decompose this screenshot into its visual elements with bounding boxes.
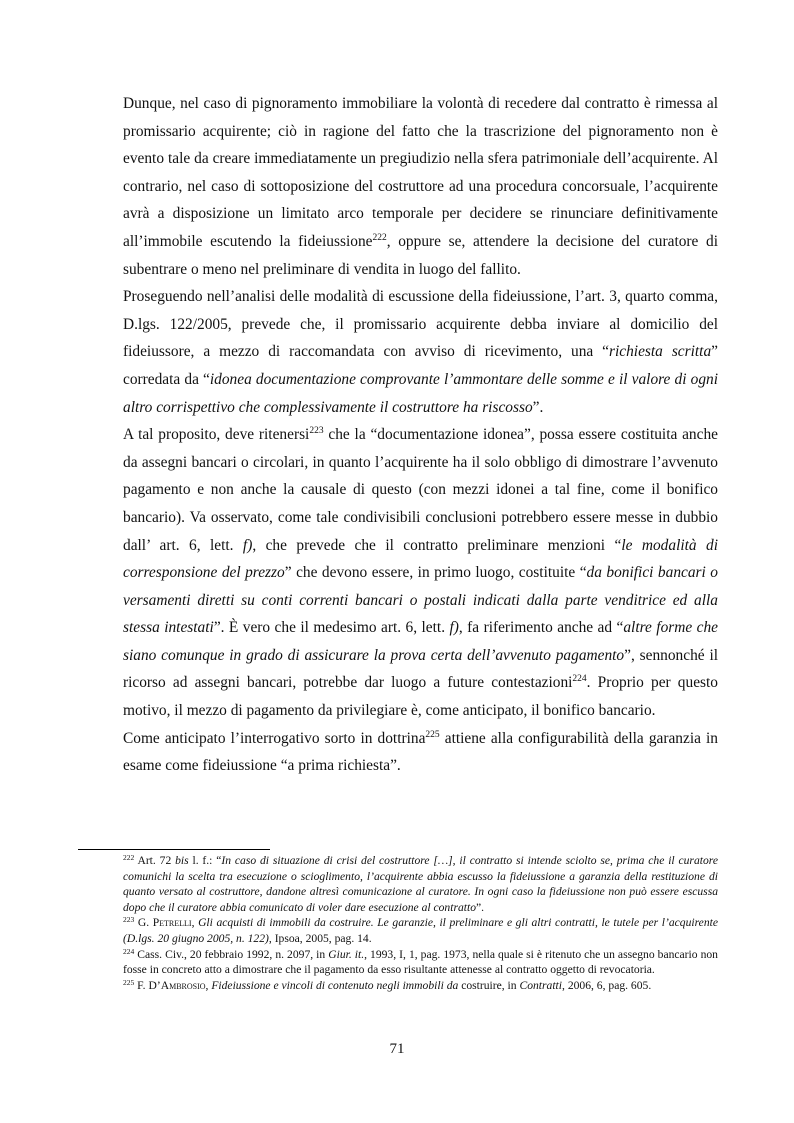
page-number: 71 xyxy=(389,1041,405,1057)
text-run: , oppure se, attendere la decisione del curatore di subentrare o meno nel preliminare di vendita in luogo del fallito. xyxy=(123,232,718,278)
text-run: ”, sennonché il ricorso ad assegni bancari, potrebbe dar luogo a future contestazioni xyxy=(123,646,718,692)
paragraph xyxy=(123,283,718,421)
text-run: ” corredata da “ xyxy=(123,343,718,388)
text-run: che la “documentazione idonea”, possa essere costituita anche da assegni bancari o circolari, in quanto l’acquirente ha il solo obbligo di dimostrare l’avvenuto pagamento e non anche la causale di questo (con mezzi idonei a tal fine, come il bonifico bancario). Va osservato, come tale condivisibili conclusioni potrebbero essere messe in dubbio dall’ art. 6, lett. xyxy=(123,426,718,554)
footnote-ref: 222 xyxy=(372,232,387,243)
footnotes xyxy=(123,853,718,993)
footnote-ref: 223 xyxy=(309,426,324,437)
text-run: , 2006, 6, pag. 605. xyxy=(562,978,652,992)
paragraph xyxy=(123,725,718,780)
text-run: F. D’ xyxy=(134,978,161,992)
text-run: bis xyxy=(175,854,189,867)
text-run: G. xyxy=(134,916,153,930)
text-run: ”. xyxy=(532,398,544,416)
text-run: Proseguendo nell’analisi delle modalità di escussione della fideiussione, l’art. 3, quarto comma, D.lgs. 122/2005, prevede che, il promissario acquirente debba inviare al domicilio del fideiussore, a mezzo di raccomandata con avviso di ricevimento, una “ xyxy=(123,288,718,361)
text-run: A tal proposito, deve ritenersi xyxy=(123,426,310,444)
footnote-ref: 225 xyxy=(123,977,135,987)
footnote xyxy=(123,978,718,994)
text-run: In caso di situazione di crisi del costruttore […], il contratto si intende sciolto se, prima che il curatore comunichi la scelta tra esecuzione o scioglimento, l’acquirente abbia escusso la fideiussione a garanzia della restituzione di quanto versato al costruttore, dandone altresì comunicazione al curatore. In ogni caso la fideiussione non può essere escussa dopo che il curatore abbia comunicato di voler dare esecuzione al contratto xyxy=(123,854,718,914)
text-run: , fa riferimento anche ad “ xyxy=(458,619,624,637)
text-run: ” che devono essere, in primo luogo, costituite “ xyxy=(284,564,587,582)
paragraph xyxy=(123,421,718,725)
text-run: , xyxy=(191,916,199,930)
text-run: attiene alla configurabilità della garanzia in esame come fideiussione “a prima richiesta”. xyxy=(123,729,719,775)
footnote xyxy=(123,915,718,946)
text-run: f) xyxy=(449,619,459,637)
text-run: Giur. it. xyxy=(328,947,365,961)
paragraph xyxy=(123,90,718,283)
text-run: Fideiussione e vincoli di contenuto negli immobili da xyxy=(211,978,459,992)
text-run: , Ipsoa, 2005, pag. 14. xyxy=(268,931,372,945)
text-run: Ambrosio xyxy=(160,978,206,992)
text-run: Art. 72 xyxy=(134,854,176,867)
text-run: . Proprio per questo motivo, il mezzo di pagamento da privilegiare è, come anticipato, il bonifico bancario. xyxy=(123,674,718,720)
text-run: richiesta scritta xyxy=(609,343,712,361)
text-run: ”. xyxy=(476,900,485,914)
footnote-ref: 225 xyxy=(425,729,440,740)
text-run: le modalità di corresponsione del prezzo xyxy=(123,536,718,582)
footnote-ref: 224 xyxy=(572,674,587,685)
text-run: ”. È vero che il medesimo art. 6, lett. xyxy=(213,619,450,637)
footnote-ref: 224 xyxy=(123,946,135,956)
footnote xyxy=(123,947,718,978)
text-run: costruire, in xyxy=(458,978,520,992)
footnote-separator xyxy=(78,849,270,850)
text-run: Gli acquisti di immobili da costruire. Le garanzie, il preliminare e gli altri contratti, le tutele per l’acquirente (D.lgs. 20 giugno 2005, n. 122) xyxy=(123,916,718,945)
text-run: idonea documentazione comprovante l’ammontare delle somme e il valore di ogni altro corrispettivo che complessivamente il costruttore ha riscosso xyxy=(123,370,718,416)
footnote xyxy=(123,853,718,915)
body-text xyxy=(123,90,718,780)
text-run: altre forme che siano comunque in grado di assicurare la prova certa dell’avvenuto pagamento xyxy=(123,619,718,664)
text-run: , 1993, I, 1, pag. 1973, nella quale si è ritenuto che un assegno bancario non fosse in concreto atto a dimostrare che il pagamento da esso risultante attenesse al contratto oggetto di revocatoria. xyxy=(123,947,718,977)
text-run: l. f.: “ xyxy=(188,854,222,867)
text-run: Cass. Civ., 20 febbraio 1992, n. 2097, in xyxy=(134,947,329,961)
footnote-ref: 222 xyxy=(123,853,135,862)
text-run: , che prevede che il contratto preliminare menzioni “ xyxy=(252,536,622,554)
text-run: da bonifici bancari o versamenti diretti su conti correnti bancari o postali indicati dalla parte venditrice ed alla stessa intestati xyxy=(123,564,718,637)
text-run: Come anticipato l’interrogativo sorto in dottrina xyxy=(123,729,426,747)
text-run: Contratti xyxy=(519,978,563,992)
text-run: Dunque, nel caso di pignoramento immobiliare la volontà di recedere dal contratto è rimessa al promissario acquirente; ciò in ragione del fatto che la trascrizione del pignoramento non è evento tale da creare immediatamente un pregiudizio nella sfera patrimoniale dell’acquirente. Al contrario, nel caso di sottoposizione del costruttore ad una procedura concorsuale, l’acquirente avrà a disposizione un limitato arco temporale per decidere se rinunciare definitivamente all’immobile escutendo la fideiussione xyxy=(123,95,718,250)
text-run: Petrelli xyxy=(152,916,192,930)
text-run: f) xyxy=(242,536,253,554)
footnote-ref: 223 xyxy=(123,915,135,925)
text-run: , xyxy=(205,978,212,992)
